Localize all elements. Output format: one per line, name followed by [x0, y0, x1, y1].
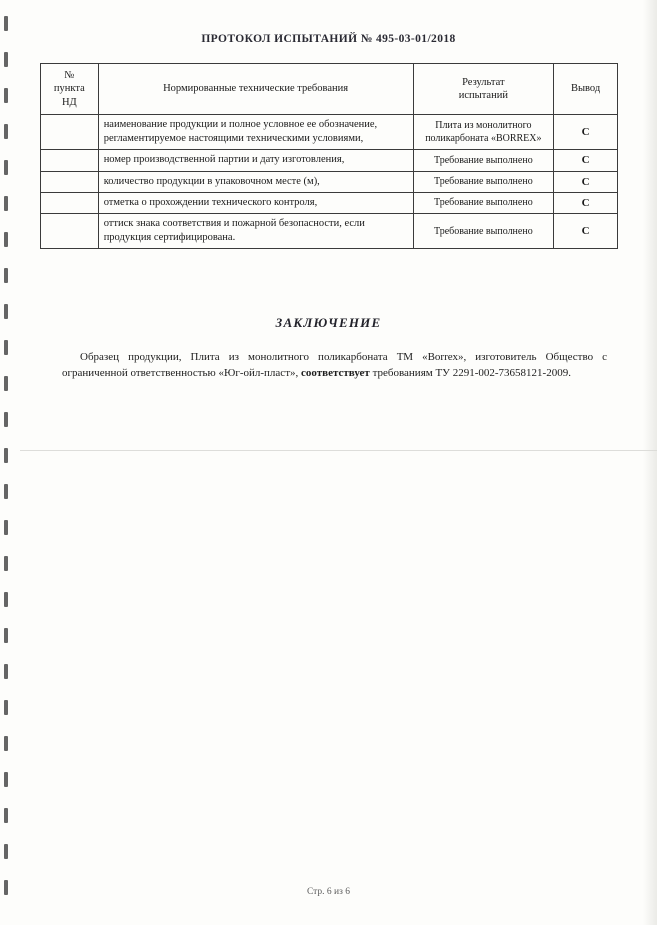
- cell-conclusion: С: [554, 150, 618, 171]
- table-row: [41, 192, 618, 213]
- cell-item-number: [41, 115, 99, 150]
- cell-item-number: [41, 150, 99, 171]
- cell-result: Требование выполнено: [413, 171, 554, 192]
- table-row: [41, 171, 618, 192]
- cell-result: Требование выполнено: [413, 150, 554, 171]
- table-row: [41, 115, 618, 150]
- column-header-requirements: Нормированные технические требования: [98, 64, 413, 115]
- cell-result: Требование выполнено: [413, 213, 554, 248]
- cell-requirement: номер производственной партии и дату изготовления,: [98, 150, 413, 171]
- cell-requirement: отметка о прохождении технического контроля,: [98, 192, 413, 213]
- cell-requirement: количество продукции в упаковочном месте (м),: [98, 171, 413, 192]
- column-header-item-number: № пункта НД: [41, 64, 99, 115]
- cell-conclusion: С: [554, 171, 618, 192]
- conclusion-text-part2: требованиям ТУ 2291-002-73658121-2009.: [369, 366, 571, 379]
- conclusion-text-emphasis: соответствует: [301, 366, 370, 379]
- cell-conclusion: С: [554, 213, 618, 248]
- scan-fold-line: [20, 450, 657, 451]
- cell-result: Требование выполнено: [413, 192, 554, 213]
- cell-requirement: наименование продукции и полное условное ее обозначение, регламентируемое настоящими техническими условиями,: [98, 115, 413, 150]
- column-header-result: Результат испытаний: [413, 64, 554, 115]
- page-number-footer: Стр. 6 из 6: [306, 887, 351, 897]
- table-row: [41, 213, 618, 248]
- cell-item-number: [41, 171, 99, 192]
- table-row: [41, 150, 618, 171]
- column-header-conclusion: Вывод: [554, 64, 618, 115]
- cell-item-number: [41, 192, 99, 213]
- requirements-table: [40, 63, 618, 249]
- conclusion-paragraph: [62, 350, 607, 382]
- cell-result: Плита из монолитного поликарбоната «BORREX»: [413, 115, 554, 150]
- cell-item-number: [41, 213, 99, 248]
- table-header-row: [41, 64, 618, 115]
- section-heading-conclusion: ЗАКЛЮЧЕНИЕ: [275, 315, 382, 330]
- page-title: ПРОТОКОЛ ИСПЫТАНИЙ № 495-03-01/2018: [201, 33, 456, 45]
- cell-conclusion: С: [554, 115, 618, 150]
- cell-conclusion: С: [554, 192, 618, 213]
- cell-requirement: оттиск знака соответствия и пожарной безопасности, если продукция сертифицирована.: [98, 213, 413, 248]
- conclusion-text-part1: Образец продукции, Плита из монолитного поликарбоната ТМ «Воrrех», изготовитель Общество с ограниченной ответственностью «Юг-ойл-пласт»,: [62, 351, 607, 379]
